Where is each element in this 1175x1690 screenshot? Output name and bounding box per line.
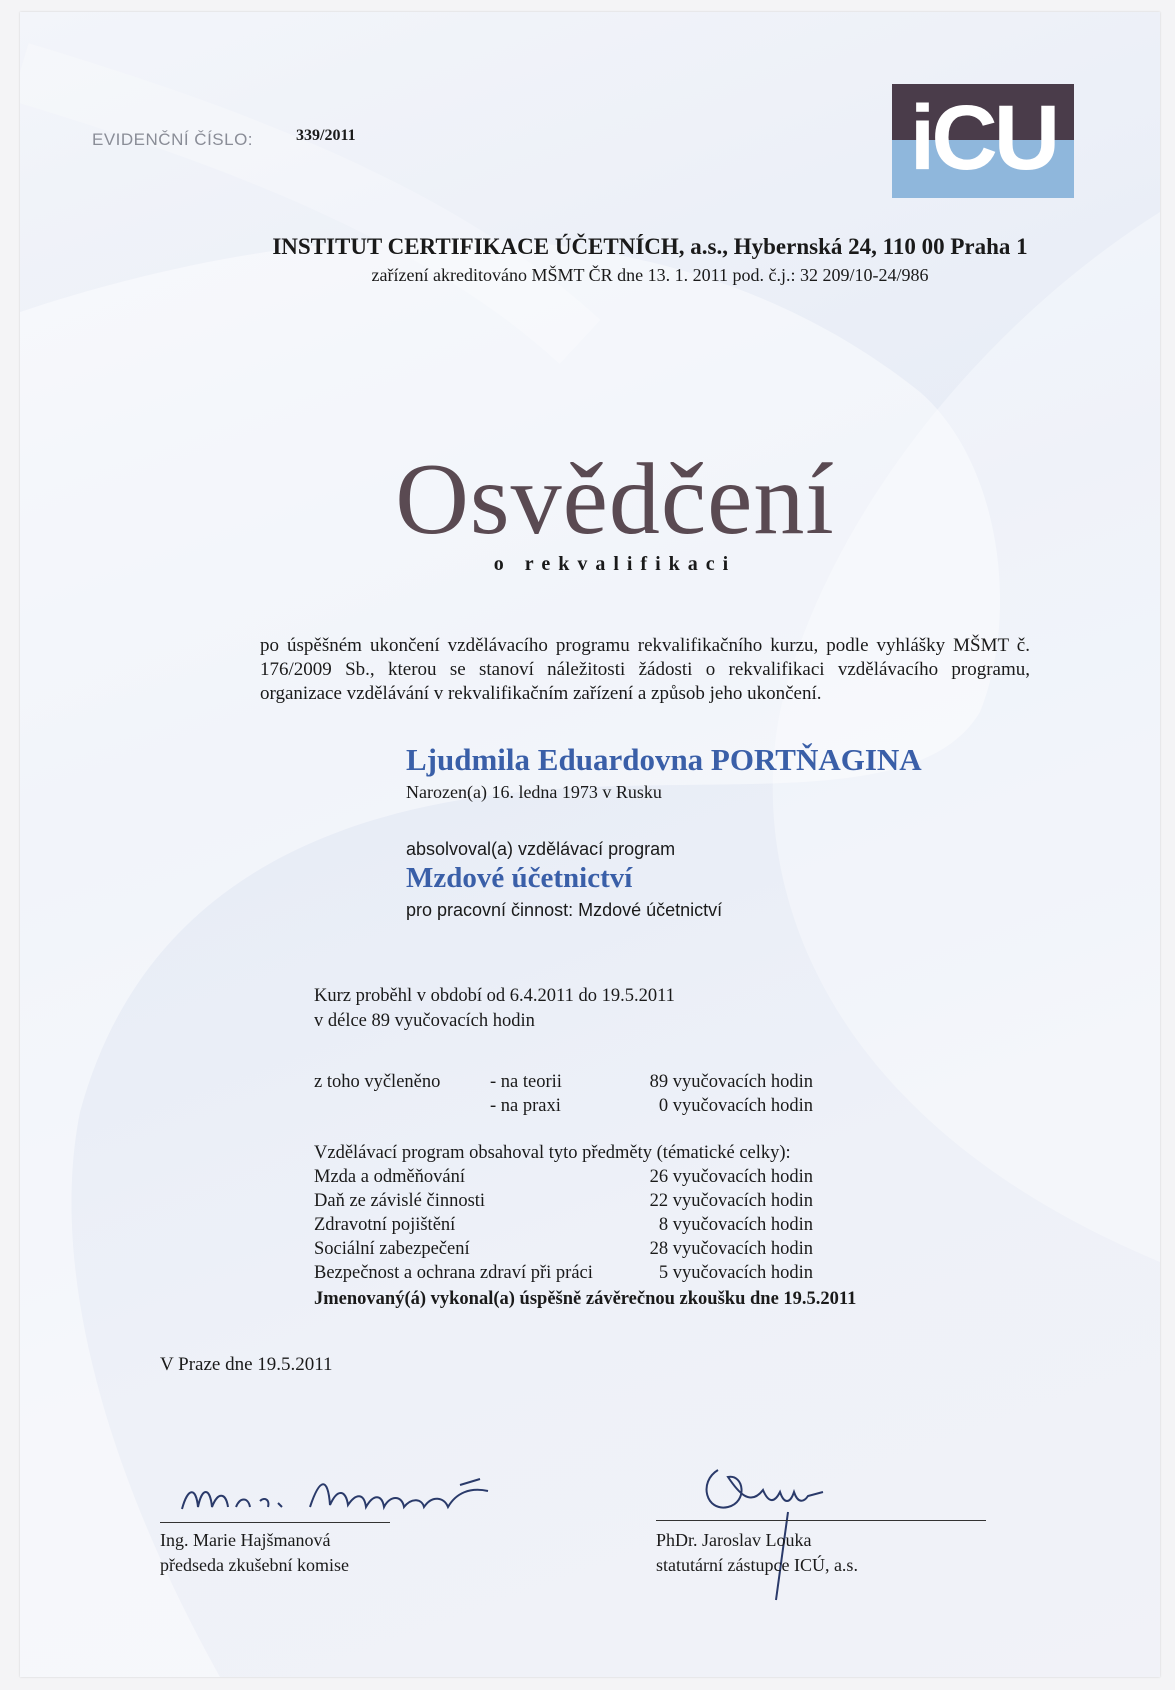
place-date: V Praze dne 19.5.2011 <box>160 1354 333 1375</box>
course-info <box>314 984 675 1034</box>
program-name: Mzdové účetnictví <box>406 862 633 894</box>
subjects-heading: Vzdělávací program obsahoval tyto předměty (tématické celky): <box>314 1143 791 1163</box>
certificate-subtitle: o rekvalifikaci <box>493 553 737 575</box>
signature-line-1 <box>160 1522 390 1523</box>
signer-role-1: předseda zkušební komise <box>160 1555 349 1575</box>
program-activity: pro pracovní činnost: Mzdové účetnictví <box>406 900 723 920</box>
signature-handwriting-2 <box>688 1452 868 1602</box>
split-label: z toho vyčleněno <box>314 1072 441 1092</box>
signer-role-2: statutární zástupce ICÚ, a.s. <box>656 1555 858 1575</box>
subject-hours: 22 vyučovacích hodin <box>649 1191 813 1211</box>
course-period: Kurz proběhl v období od 6.4.2011 do 19.5.2011 <box>314 986 675 1006</box>
subject-hours: 5 vyučovacích hodin <box>658 1263 813 1283</box>
subject-hours: 26 vyučovacích hodin <box>649 1167 813 1187</box>
exam-statement: Jmenovaný(á) vykonal(a) úspěšně závěrečnou zkoušku dne 19.5.2011 <box>314 1289 857 1309</box>
signature-line-2 <box>656 1520 986 1521</box>
split-practice-hours: 0 vyučovacích hodin <box>658 1096 813 1116</box>
signer-name-1: Ing. Marie Hajšmanová <box>160 1530 331 1550</box>
subject-name: Mzda a odměňování <box>314 1167 466 1187</box>
subject-name: Zdravotní pojištění <box>314 1215 456 1235</box>
certificate-title: Osvědčení <box>395 443 835 556</box>
signer-name-2: PhDr. Jaroslav Louka <box>656 1530 812 1550</box>
subject-name: Bezpečnost a ochrana zdraví při práci <box>314 1263 593 1283</box>
subject-hours: 8 vyučovacích hodin <box>658 1215 813 1235</box>
holder-name: Ljudmila Eduardovna PORTŇAGINA <box>406 742 922 777</box>
signature-handwriting-1 <box>170 1457 550 1527</box>
course-length: v délce 89 vyučovacích hodin <box>314 1011 535 1031</box>
accreditation-line: zařízení akreditováno MŠMT ČR dne 13. 1. 2011 pod. č.j.: 32 209/10-24/986 <box>371 265 929 285</box>
intro-paragraph: po úspěšném ukončení vzdělávacího programu rekvalifikačního kurzu, podle vyhlášky MŠMT č. 176/2009 Sb., kterou se stanoví náležitosti žádosti o rekvalifikaci vzdělávacího programu, organizace vzdělávání v rekvalifikačním zařízení a způsob jeho ukončení. <box>260 635 1030 704</box>
certificate-page <box>20 12 1160 1677</box>
logo-text: iCU <box>909 87 1057 189</box>
evidence-number: 339/2011 <box>296 127 356 144</box>
split-practice-label: - na praxi <box>490 1096 561 1116</box>
split-theory-label: - na teorii <box>490 1072 562 1092</box>
split-theory-hours: 89 vyučovacích hodin <box>649 1072 813 1092</box>
subject-name: Sociální zabezpečení <box>314 1239 470 1259</box>
completed-label: absolvoval(a) vzdělávací program <box>406 839 676 859</box>
subject-name: Daň ze závislé činnosti <box>314 1191 486 1211</box>
institute-name: INSTITUT CERTIFIKACE ÚČETNÍCH, a.s., Hybernská 24, 110 00 Praha 1 <box>272 234 1028 259</box>
icu-logo <box>892 84 1074 198</box>
subject-hours: 28 vyučovacích hodin <box>649 1239 813 1259</box>
holder-birth: Narozen(a) 16. ledna 1973 v Rusku <box>406 782 662 802</box>
evidence-label: EVIDENČNÍ ČÍSLO: <box>92 130 254 149</box>
